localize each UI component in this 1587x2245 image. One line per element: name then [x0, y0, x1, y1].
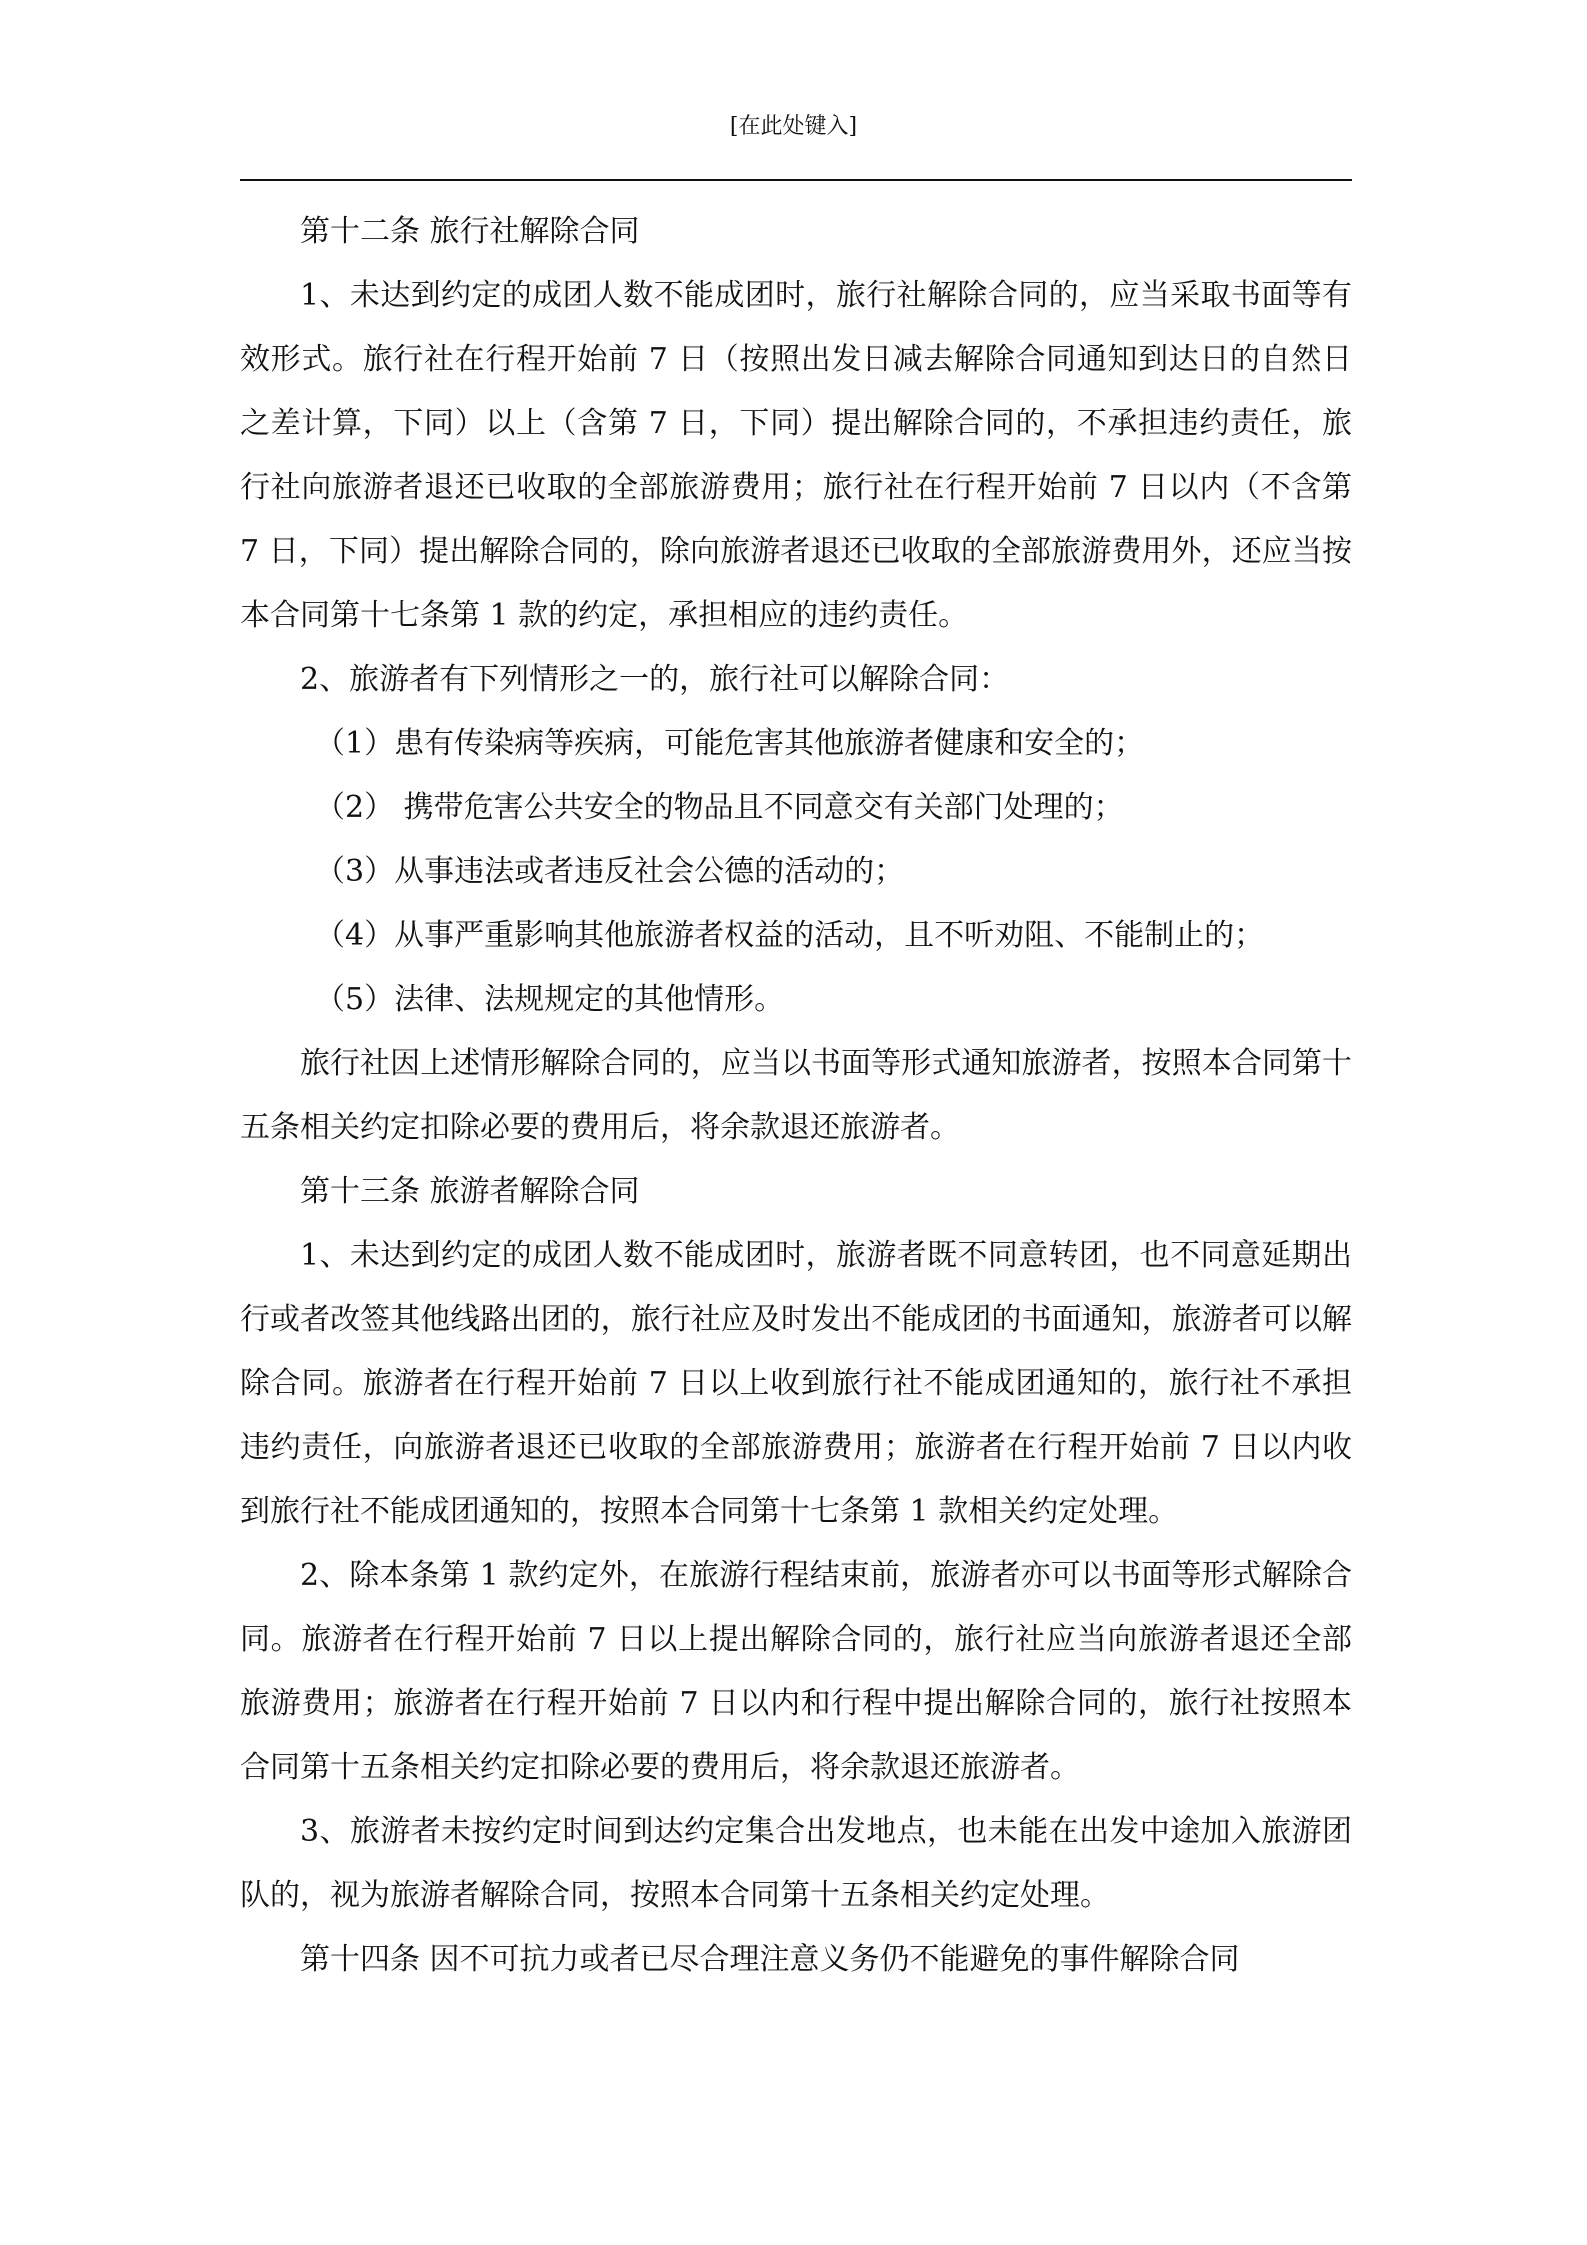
page-header: [在此处键入]	[729, 114, 858, 139]
article-12-clause-2: 2、旅游者有下列情形之一的，旅行社可以解除合同：	[300, 662, 1010, 697]
article-12-heading: 第十二条 旅行社解除合同	[300, 214, 640, 249]
article-13-heading: 第十三条 旅游者解除合同	[300, 1174, 640, 1209]
list-item: （2） 携带危害公共安全的物品且不同意交有关部门处理的；	[315, 790, 1124, 825]
article-12-clause-1: 1、未达到约定的成团人数不能成团时，旅行社解除合同的，应当采取书面等有效形式。旅行社在行程开始前 7 日（按照出发日减去解除合同通知到达日的自然日之差计算，下同）以上（含第 7 日，下同）提出解除合同的，不承担违约责任，旅行社向旅游者退还已收取的全部旅游费用；旅行社在行程开始前 7 日以内（不含第 7 日，下同）提出解除合同的，除向旅游者退还已收取的全部旅游费用外，还应当按本合同第十七条第 1 款的约定，承担相应的违约责任。	[240, 278, 1352, 633]
list-item: （4）从事严重影响其他旅游者权益的活动，且不听劝阻、不能制止的；	[315, 918, 1265, 953]
header-divider	[240, 179, 1352, 181]
article-13-clause-2: 2、除本条第 1 款约定外，在旅游行程结束前，旅游者亦可以书面等形式解除合同。旅游者在行程开始前 7 日以上提出解除合同的，旅行社应当向旅游者退还全部旅游费用；旅游者在行程开始前 7 日以内和行程中提出解除合同的，旅行社按照本合同第十五条相关约定扣除必要的费用后，将余款退还旅游者。	[240, 1558, 1352, 1785]
article-14-heading: 第十四条 因不可抗力或者已尽合理注意义务仍不能避免的事件解除合同	[300, 1942, 1240, 1977]
article-13-clause-1: 1、未达到约定的成团人数不能成团时，旅游者既不同意转团，也不同意延期出行或者改签其他线路出团的，旅行社应及时发出不能成团的书面通知，旅游者可以解除合同。旅游者在行程开始前 7 日以上收到旅行社不能成团通知的，旅行社不承担违约责任，向旅游者退还已收取的全部旅游费用；旅游者在行程开始前 7 日以内收到旅行社不能成团通知的，按照本合同第十七条第 1 款相关约定处理。	[240, 1238, 1352, 1529]
list-item: （5）法律、法规规定的其他情形。	[315, 982, 785, 1017]
list-item: （3）从事违法或者违反社会公德的活动的；	[315, 854, 905, 889]
document-body	[240, 200, 1352, 1992]
list-item: （1）患有传染病等疾病，可能危害其他旅游者健康和安全的；	[315, 726, 1145, 761]
article-13-clause-3: 3、旅游者未按约定时间到达约定集合出发地点，也未能在出发中途加入旅游团队的，视为旅游者解除合同，按照本合同第十五条相关约定处理。	[240, 1814, 1352, 1913]
article-12-closing: 旅行社因上述情形解除合同的，应当以书面等形式通知旅游者，按照本合同第十五条相关约定扣除必要的费用后，将余款退还旅游者。	[240, 1046, 1352, 1145]
